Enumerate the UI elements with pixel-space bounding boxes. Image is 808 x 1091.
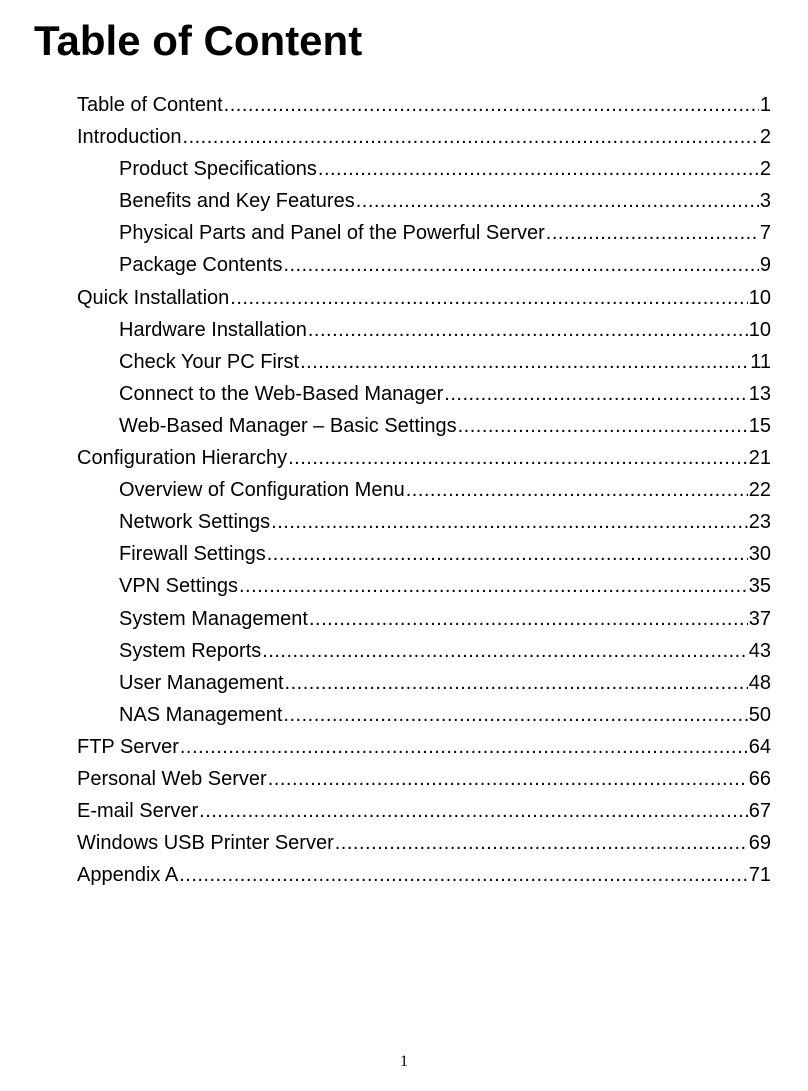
toc-dot-leader bbox=[318, 153, 759, 185]
toc-entry-page: 67 bbox=[748, 800, 771, 823]
toc-dot-leader bbox=[268, 763, 748, 795]
toc-entry-title: Windows USB Printer Server bbox=[77, 832, 334, 855]
page-number: 1 bbox=[400, 1053, 408, 1070]
toc-entry[interactable] bbox=[77, 859, 771, 891]
toc-entry[interactable] bbox=[77, 506, 771, 538]
toc-entry-title: Benefits and Key Features bbox=[119, 190, 355, 213]
toc-entry-title: Table of Content bbox=[77, 94, 223, 116]
toc-entry[interactable] bbox=[77, 699, 771, 731]
toc-entry[interactable] bbox=[77, 731, 771, 763]
toc-entry[interactable] bbox=[77, 185, 771, 217]
toc-entry-page: 71 bbox=[748, 864, 771, 887]
toc-entry-title: Connect to the Web-Based Manager bbox=[119, 382, 444, 405]
toc-dot-leader bbox=[183, 121, 759, 153]
toc-entry[interactable] bbox=[77, 763, 771, 795]
toc-entry-title: Hardware Installation bbox=[119, 318, 307, 341]
toc-entry-page: 10 bbox=[748, 286, 771, 309]
toc-entry-page: 7 bbox=[759, 222, 771, 245]
toc-entry[interactable] bbox=[77, 603, 771, 635]
toc-entry[interactable] bbox=[77, 282, 771, 314]
toc-dot-leader bbox=[458, 410, 748, 442]
toc-entry-page: 9 bbox=[759, 254, 771, 277]
toc-entry-page: 15 bbox=[748, 414, 771, 437]
toc-entry-page: 2 bbox=[759, 126, 771, 149]
toc-entry-title: Personal Web Server bbox=[77, 767, 267, 790]
toc-entry-page: 66 bbox=[748, 767, 771, 790]
toc-entry-title: Quick Installation bbox=[77, 286, 230, 309]
toc-entry-page: 13 bbox=[748, 382, 771, 405]
toc-dot-leader bbox=[285, 667, 748, 699]
toc-entry-page: 10 bbox=[748, 318, 771, 341]
toc-entry-page: 3 bbox=[759, 190, 771, 213]
toc-entry-title: Firewall Settings bbox=[119, 543, 266, 566]
toc-dot-leader bbox=[180, 731, 748, 763]
toc-dot-leader bbox=[224, 89, 759, 121]
toc-dot-leader bbox=[309, 603, 748, 635]
toc-entry[interactable] bbox=[77, 153, 771, 185]
toc-entry-title: Check Your PC First bbox=[119, 350, 300, 373]
toc-entry-title: FTP Server bbox=[77, 735, 179, 758]
toc-entry-page: 30 bbox=[748, 543, 771, 566]
toc-dot-leader bbox=[546, 217, 759, 249]
toc-dot-leader bbox=[283, 699, 747, 731]
toc-entry-page: 43 bbox=[748, 639, 771, 662]
toc-dot-leader bbox=[300, 346, 749, 378]
page-title: Table of Content bbox=[34, 17, 363, 64]
toc-entry-title: System Management bbox=[119, 607, 308, 630]
toc-entry-title: Configuration Hierarchy bbox=[77, 447, 288, 470]
toc-entry-title: User Management bbox=[119, 671, 284, 694]
toc-entry[interactable] bbox=[77, 378, 771, 410]
toc-entry-page: 22 bbox=[748, 479, 771, 502]
toc-entry-title: E-mail Server bbox=[77, 800, 199, 823]
toc-dot-leader bbox=[335, 827, 748, 859]
toc-dot-leader bbox=[199, 795, 748, 827]
toc-entry[interactable] bbox=[77, 346, 771, 378]
toc-entry[interactable] bbox=[77, 249, 771, 281]
toc-dot-leader bbox=[288, 442, 748, 474]
toc-entry[interactable] bbox=[77, 314, 771, 346]
toc-entry-page: 1 bbox=[759, 94, 771, 116]
toc-dot-leader bbox=[230, 282, 747, 314]
toc-entry-title: Web-Based Manager – Basic Settings bbox=[119, 414, 457, 437]
toc-entry-page: 35 bbox=[748, 575, 771, 598]
toc-entry-page: 69 bbox=[748, 832, 771, 855]
toc-entry[interactable] bbox=[77, 442, 771, 474]
toc-entry-title: System Reports bbox=[119, 639, 262, 662]
toc-entry[interactable] bbox=[77, 538, 771, 570]
toc-entry-page: 37 bbox=[748, 607, 771, 630]
toc-entry[interactable] bbox=[77, 827, 771, 859]
toc-entry-title: Introduction bbox=[77, 126, 182, 149]
toc-dot-leader bbox=[308, 314, 748, 346]
toc-entry[interactable] bbox=[77, 570, 771, 602]
toc-entry[interactable] bbox=[77, 121, 771, 153]
toc-entry-title: NAS Management bbox=[119, 703, 283, 726]
toc-entry-page: 64 bbox=[748, 735, 771, 758]
toc-dot-leader bbox=[444, 378, 747, 410]
toc-dot-leader bbox=[262, 635, 747, 667]
toc-entry[interactable] bbox=[77, 635, 771, 667]
toc-dot-leader bbox=[239, 570, 748, 602]
toc-entry[interactable] bbox=[77, 410, 771, 442]
toc-entry-title: Appendix A bbox=[77, 864, 179, 887]
toc-entry-title: Network Settings bbox=[119, 511, 271, 534]
toc-entry-page: 2 bbox=[759, 158, 771, 181]
toc-entry-page: 50 bbox=[748, 703, 771, 726]
toc-entry-page: 23 bbox=[748, 511, 771, 534]
toc-entry[interactable] bbox=[77, 474, 771, 506]
toc-entry-page: 48 bbox=[748, 671, 771, 694]
toc-entry[interactable] bbox=[77, 217, 771, 249]
toc-entry-title: VPN Settings bbox=[119, 575, 238, 598]
toc-entry-title: Package Contents bbox=[119, 254, 283, 277]
toc-entry-page: 21 bbox=[748, 447, 771, 470]
toc-entry[interactable] bbox=[77, 89, 771, 121]
toc-entry-title: Product Specifications bbox=[119, 158, 317, 181]
toc-dot-leader bbox=[179, 859, 748, 891]
toc-entry[interactable] bbox=[77, 667, 771, 699]
toc-dot-leader bbox=[267, 538, 748, 570]
toc-entry-title: Overview of Configuration Menu bbox=[119, 479, 405, 502]
toc-dot-leader bbox=[271, 506, 748, 538]
toc-dot-leader bbox=[283, 249, 758, 281]
toc-entry-page: 11 bbox=[750, 350, 771, 373]
table-of-contents bbox=[77, 89, 771, 891]
toc-dot-leader bbox=[356, 185, 759, 217]
toc-dot-leader bbox=[406, 474, 748, 506]
toc-entry[interactable] bbox=[77, 795, 771, 827]
toc-entry-title: Physical Parts and Panel of the Powerful Server bbox=[119, 222, 545, 245]
